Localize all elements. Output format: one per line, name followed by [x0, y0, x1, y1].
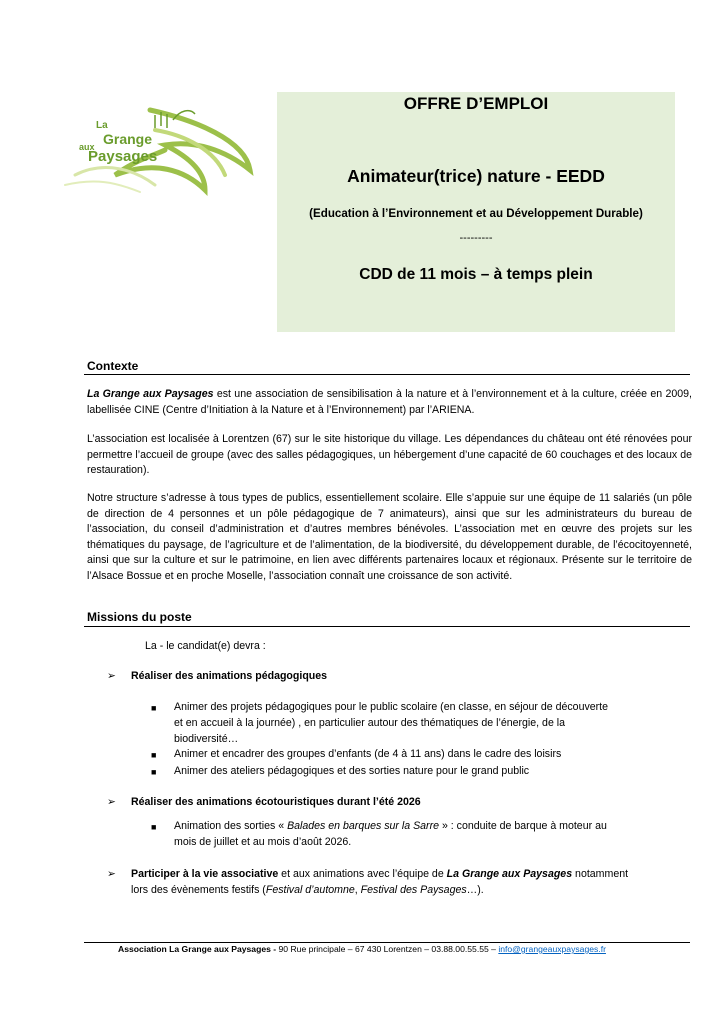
text-segment: » : conduite de barque à moteur au	[439, 820, 607, 832]
contexte-paragraph-2: L’association est localisée à Lorentzen (67) sur le site historique du village. Les dépendances du château ont été rénovées pour permettre l’accueil de groupe (avec des salles pédagogiques, un hébergement d’une capacité de 60 couchages et des locaux de restauration).	[87, 433, 692, 476]
text-segment: notamment	[572, 868, 629, 880]
section-rule	[84, 626, 690, 627]
logo-text-la: La	[96, 120, 108, 131]
activity-name: Balades en barques sur la Sarre	[287, 820, 439, 832]
mission-1-item-2: Animer et encadrer des groupes d’enfants (de 4 à 11 ans) dans le cadre des loisirs	[174, 748, 562, 760]
offer-title: OFFRE D’EMPLOI	[403, 94, 549, 113]
square-bullet-icon: ■	[151, 767, 157, 777]
square-bullet-icon: ■	[151, 822, 157, 832]
mission-1-item-1-line-1: Animer des projets pédagogiques pour le public scolaire (en classe, en séjour de découverte	[174, 701, 609, 713]
job-title: Animateur(trice) nature - EEDD	[347, 166, 605, 186]
mission-1-item-1-line-3: biodiversité…	[174, 733, 239, 745]
job-subtitle: (Education à l’Environnement et au Développement Durable)	[309, 207, 643, 220]
text-segment: lors des évènements festifs (	[131, 884, 266, 896]
missions-intro: La - le candidat(e) devra :	[145, 640, 266, 652]
logo	[55, 100, 255, 200]
mission-3-title: Participer à la vie associative	[131, 868, 279, 880]
mission-2-title: Réaliser des animations écotouristiques durant l’été 2026	[131, 796, 421, 808]
footer	[0, 944, 724, 954]
text-segment: ,	[354, 884, 361, 896]
contract-type: CDD de 11 mois – à temps plein	[359, 266, 593, 283]
section-title-contexte: Contexte	[87, 359, 139, 373]
footer-email-link[interactable]: info@grangeauxpaysages.fr	[498, 944, 606, 954]
footer-org: Association La Grange aux Paysages -	[118, 944, 279, 954]
mission-1-item-1-line-2: et en accueil à la journée) , en particulier autour des thématiques de l’énergie, de la	[174, 717, 566, 729]
logo-text-grange: Grange	[103, 131, 153, 147]
square-bullet-icon: ■	[151, 750, 157, 760]
job-offer-header	[277, 92, 675, 332]
contexte-paragraph-3: Notre structure s’adresse à tous types de publics, essentiellement scolaire. Elle s’appuie sur une équipe de 11 salariés (un pôle de direction de 4 personnes et un pôle pédagogique de 7 animateurs), ainsi que sur les administrateurs du bureau de l’association, du conseil d’administration et d’autres membres bénévoles. L’association met en œuvre des projets sur les thématiques du paysage, de l’agriculture et de l’alimentation, de la biodiversité, du développement durable, de l’écocitoyenneté, ainsi que sur la culture et sur le patrimoine, en lien avec différents partenaires locaux et régionaux. Présente sur le territoire de l’Alsace Bossue et en proche Moselle, l’association connaît une croissance de son activité.	[87, 492, 692, 582]
text-segment: et aux animations avec l’équipe de	[278, 868, 447, 880]
mission-3-line-1	[131, 868, 628, 880]
mission-2-item-1-line-2: mois de juillet et au mois d’août 2026.	[174, 836, 352, 848]
event-name: Festival des Paysages	[360, 884, 467, 896]
arrow-bullet-icon: ➢	[107, 670, 116, 682]
logo-text-paysages: Paysages	[88, 148, 158, 165]
contexte-paragraph-1	[87, 387, 692, 418]
separator: ---------	[459, 232, 493, 244]
section-rule	[84, 374, 690, 375]
mission-3-line-2	[131, 884, 484, 896]
section-title-missions: Missions du poste	[87, 610, 192, 624]
text-segment: …).	[466, 884, 484, 896]
org-name: La Grange aux Paysages	[87, 388, 214, 400]
arrow-bullet-icon: ➢	[107, 868, 116, 880]
footer-rule	[84, 942, 690, 943]
logo-text-aux: aux	[79, 142, 95, 152]
mission-1-item-3: Animer des ateliers pédagogiques et des sorties nature pour le grand public	[174, 765, 530, 777]
text-segment: Animation des sorties «	[174, 820, 288, 832]
footer-address: 90 Rue principale – 67 430 Lorentzen – 03.88.00.55.55 –	[278, 944, 499, 954]
event-name: Festival d’automne	[265, 884, 355, 896]
mission-2-item-1-line-1	[174, 820, 607, 832]
org-name: La Grange aux Paysages	[446, 868, 573, 880]
square-bullet-icon: ■	[151, 703, 157, 713]
paragraph-text: est une association de sensibilisation à la nature et à l’environnement et à la culture, créée en 2009, labellisée CINE (Centre d’Initiation à la Nature et à l’Environnement) par l’ARIENA.	[87, 388, 692, 416]
mission-1-title: Réaliser des animations pédagogiques	[131, 670, 328, 682]
arrow-bullet-icon: ➢	[107, 796, 116, 808]
